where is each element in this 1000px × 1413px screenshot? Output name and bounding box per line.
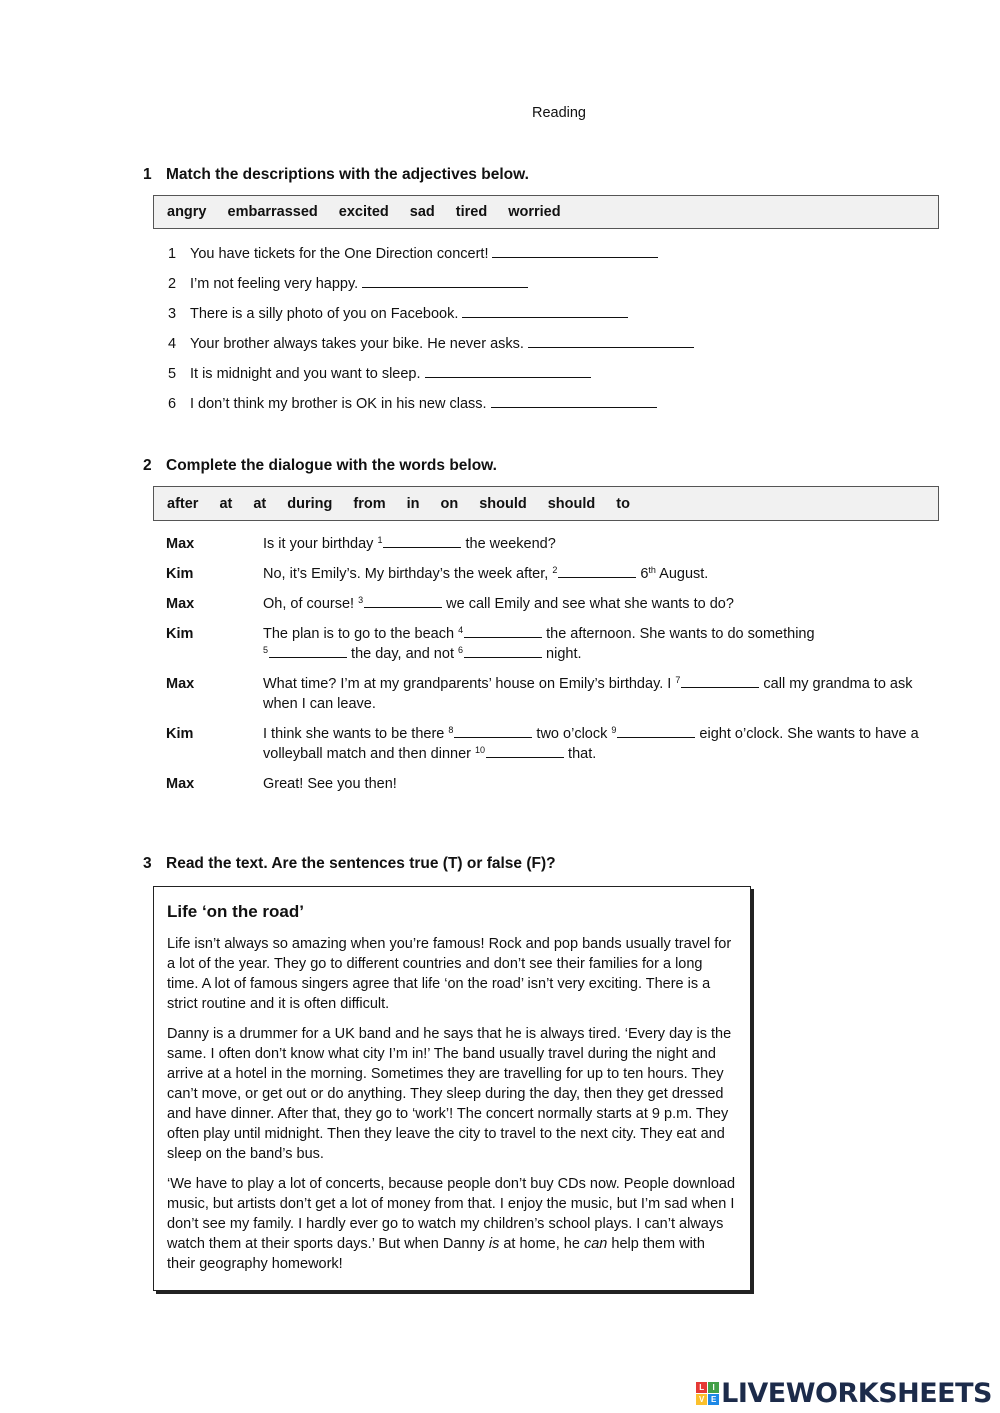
word-worried: worried xyxy=(508,204,561,220)
dialogue-text: night. xyxy=(542,646,582,662)
gap-blank[interactable] xyxy=(486,746,564,758)
dialogue-text: I think she wants to be there xyxy=(263,726,449,742)
dialogue-text: Is it your birthday xyxy=(263,536,378,552)
item-number: 1 xyxy=(168,246,177,262)
answer-blank[interactable] xyxy=(528,336,694,348)
dialogue-text: we call Emily and see what she wants to do? xyxy=(442,596,734,612)
ordinal-suffix: th xyxy=(648,565,656,575)
task1-item xyxy=(168,396,657,412)
task2-word-box xyxy=(153,486,939,521)
logo-letter: L xyxy=(696,1382,707,1393)
word-during: during xyxy=(287,495,333,512)
dialogue-line xyxy=(263,674,923,714)
item-number: 3 xyxy=(168,306,177,322)
task3-heading-text: Read the text. Are the sentences true (T) or false (F)? xyxy=(166,855,556,872)
word-should: should xyxy=(479,495,527,512)
speaker-kim: Kim xyxy=(166,566,194,582)
item-number: 6 xyxy=(168,396,177,412)
gap-number: 7 xyxy=(675,675,681,685)
task1-word-box xyxy=(153,195,939,229)
word-tired: tired xyxy=(455,204,488,220)
dialogue-text: Oh, of course! xyxy=(263,596,359,612)
gap-number: 8 xyxy=(448,725,454,735)
dialogue-line xyxy=(263,534,923,554)
task1-item xyxy=(168,246,658,262)
answer-blank[interactable] xyxy=(491,396,657,408)
logo-letter: I xyxy=(708,1382,719,1393)
emphasis-text: can xyxy=(583,1236,608,1252)
word-at: at xyxy=(219,495,233,512)
word-excited: excited xyxy=(338,204,389,220)
item-text: I don’t think my brother is OK in his new class. xyxy=(190,396,487,412)
task2-number: 2 xyxy=(143,457,152,474)
gap-blank[interactable] xyxy=(454,726,532,738)
item-text: Your brother always takes your bike. He never asks. xyxy=(190,336,524,352)
speaker-max: Max xyxy=(166,676,195,692)
dialogue-text: two o’clock xyxy=(532,726,612,742)
word-to: to xyxy=(616,495,630,512)
dialogue-text: the weekend? xyxy=(461,536,556,552)
gap-blank[interactable] xyxy=(617,726,695,738)
word-in: in xyxy=(406,495,420,512)
speaker-kim: Kim xyxy=(166,726,194,742)
word-at: at xyxy=(253,495,267,512)
gap-number: 4 xyxy=(458,625,464,635)
dialogue-text: 6 xyxy=(636,566,649,582)
reading-text-box xyxy=(153,886,751,1291)
dialogue-text: the day, and not xyxy=(347,646,458,662)
word-angry: angry xyxy=(167,204,207,220)
task1-number: 1 xyxy=(143,166,152,183)
logo-text: LIVEWORKSHEETS xyxy=(721,1377,992,1409)
answer-blank[interactable] xyxy=(492,246,658,258)
dialogue-text: August. xyxy=(655,566,709,582)
item-number: 2 xyxy=(168,276,177,292)
gap-blank[interactable] xyxy=(383,536,461,548)
dialogue-line xyxy=(263,774,923,794)
task3-heading xyxy=(143,855,556,873)
answer-blank[interactable] xyxy=(462,306,628,318)
gap-blank[interactable] xyxy=(681,676,759,688)
item-number: 5 xyxy=(168,366,177,382)
item-text: I’m not feeling very happy. xyxy=(190,276,359,292)
logo-letter: E xyxy=(708,1394,719,1405)
dialogue-text: Great! See you then! xyxy=(263,776,397,792)
gap-number: 2 xyxy=(552,565,558,575)
dialogue-text: What time? I’m at my grandparents’ house on Emily’s birthday. I xyxy=(263,676,676,692)
gap-number: 9 xyxy=(611,725,617,735)
paragraph-text: ‘We have to play a lot of concerts, because people don’t buy CDs now. People download music, but artists don’t get a lot of money from that. I enjoy the music, but I’m sad when I don’t see my family. I hardly ever go to watch my children’s school plays. I can’t always watch them at their sports days.’ But when Danny xyxy=(167,1176,736,1252)
dialogue-line xyxy=(263,724,923,764)
speaker-max: Max xyxy=(166,536,195,552)
gap-number: 10 xyxy=(475,745,486,755)
word-from: from xyxy=(353,495,386,512)
dialogue-text: call my grandma to ask when I can leave. xyxy=(263,676,913,712)
dialogue-text: No, it’s Emily’s. My birthday’s the week after, xyxy=(263,566,553,582)
speaker-max: Max xyxy=(166,776,195,792)
task1-heading xyxy=(143,166,529,184)
speaker-kim: Kim xyxy=(166,626,194,642)
liveworksheets-logo[interactable] xyxy=(696,1378,992,1408)
emphasis-text: is xyxy=(488,1236,500,1252)
task1-heading-text: Match the descriptions with the adjectives below. xyxy=(166,166,529,183)
reading-title: Life ‘on the road’ xyxy=(167,902,304,921)
gap-blank[interactable] xyxy=(464,646,542,658)
task1-item xyxy=(168,336,694,352)
logo-letter: V xyxy=(696,1394,707,1405)
gap-blank[interactable] xyxy=(558,566,636,578)
item-text: There is a silly photo of you on Facebook. xyxy=(190,306,459,322)
item-text: You have tickets for the One Direction concert! xyxy=(190,246,489,262)
logo-squares-icon xyxy=(696,1382,719,1405)
dialogue-text: the afternoon. She wants to do something xyxy=(542,626,815,642)
item-number: 4 xyxy=(168,336,177,352)
word-should: should xyxy=(547,495,596,512)
word-on: on xyxy=(440,495,459,512)
word-sad: sad xyxy=(409,204,435,220)
gap-blank[interactable] xyxy=(364,596,442,608)
dialogue-line xyxy=(263,624,923,664)
paragraph-text: at home, he xyxy=(499,1236,584,1252)
dialogue-line xyxy=(263,564,923,584)
task1-item xyxy=(168,366,591,382)
dialogue-text: The plan is to go to the beach xyxy=(263,626,459,642)
word-embarrassed: embarrassed xyxy=(227,204,318,220)
item-text: It is midnight and you want to sleep. xyxy=(190,366,421,382)
gap-blank[interactable] xyxy=(464,626,542,638)
task2-heading xyxy=(143,457,497,475)
task2-heading-text: Complete the dialogue with the words below. xyxy=(166,457,497,474)
dialogue-line xyxy=(263,594,923,614)
answer-blank[interactable] xyxy=(425,366,591,378)
dialogue-text: eight o’clock. She wants to have a volleyball match and then dinner xyxy=(263,726,919,762)
reading-paragraph: Danny is a drummer for a UK band and he says that he is always tired. ‘Every day is the same. I often don’t know what city I’m in!’ The band usually travel during the night and arrive at a hotel in the morning. Sometimes they are travelling for up to ten hours. They can’t move, or get out or do anything. They sleep during the day, then they get dressed and have dinner. After that, they go to ‘work’! The concert normally starts at 9 p.m. They often play until midnight. Then they leave the city to travel to the next city. They eat and sleep on the band’s bus. xyxy=(167,1026,732,1162)
dialogue-text: that. xyxy=(564,746,597,762)
speaker-max: Max xyxy=(166,596,195,612)
gap-number: 6 xyxy=(458,645,464,655)
task1-item xyxy=(168,276,528,292)
gap-number: 5 xyxy=(263,645,269,655)
task3-number: 3 xyxy=(143,855,152,872)
paragraph-text: help them with their geography homework! xyxy=(167,1236,705,1272)
gap-number: 1 xyxy=(377,535,383,545)
answer-blank[interactable] xyxy=(362,276,528,288)
gap-number: 3 xyxy=(358,595,364,605)
word-after: after xyxy=(167,495,199,512)
task1-item xyxy=(168,306,628,322)
reading-paragraph xyxy=(167,1174,737,1274)
gap-blank[interactable] xyxy=(269,646,347,658)
reading-paragraph: Life isn’t always so amazing when you’re famous! Rock and pop bands usually travel for a lot of the year. They go to different countries and don’t see their families for a long time. A lot of famous singers agree that life ‘on the road’ isn’t very exciting. There is a strict routine and it is often difficult. xyxy=(167,936,732,1012)
page-title: Reading xyxy=(531,105,586,121)
